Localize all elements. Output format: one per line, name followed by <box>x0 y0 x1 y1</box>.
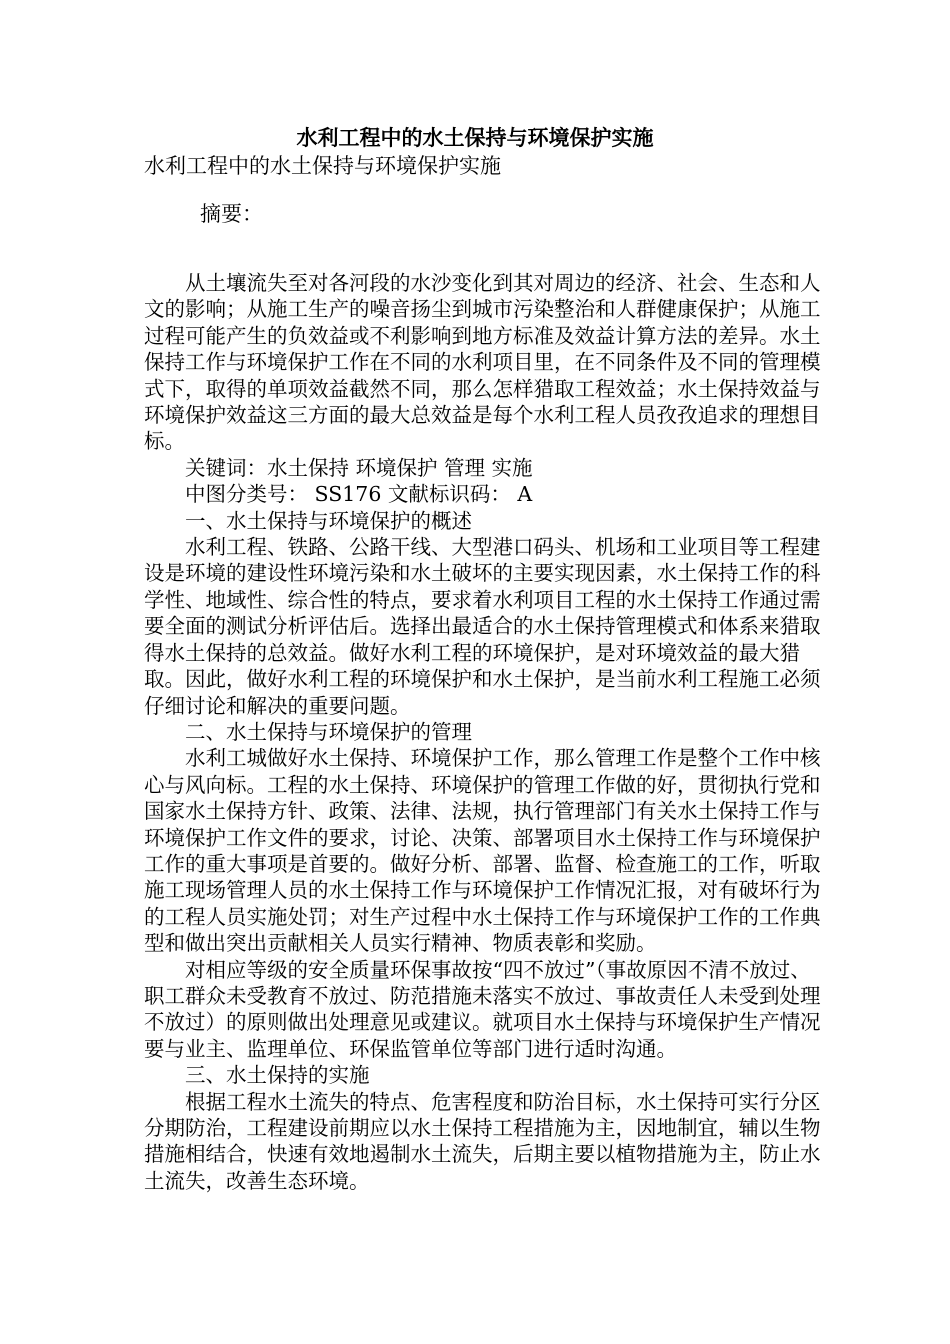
section-heading-1: 一、水土保持与环境保护的概述 <box>185 508 472 533</box>
section-2-paragraph-2: 对相应等级的安全质量环保事故按“四不放过”（事故原因不清不放过、职工群众未受教育不放过、防范措施未落实不放过、事故责任人未受到处理不放过）的原则做出处理意见或建议。就项目水土保持与环境保护生产情况要与业主、监理单位、环保监管单位等部门进行适时沟通。 <box>144 957 821 1061</box>
document-title: 水利工程中的水土保持与环境保护实施 <box>296 126 654 150</box>
keywords-line: 关键词：水土保持 环境保护 管理 实施 <box>185 455 533 480</box>
abstract-label: 摘要： <box>200 202 263 226</box>
section-heading-2: 二、水土保持与环境保护的管理 <box>185 719 472 744</box>
document-body <box>144 270 824 1194</box>
section-3-paragraph: 根据工程水土流失的特点、危害程度和防治目标，水土保持可实行分区分期防治，工程建设前期应以水土保持工程措施为主，因地制宜，辅以生物措施相结合，快速有效地遏制水土流失，后期主要以植物措施为主，防止水土流失，改善生态环境。 <box>144 1089 821 1193</box>
section-heading-3: 三、水土保持的实施 <box>185 1063 370 1088</box>
document-subtitle: 水利工程中的水土保持与环境保护实施 <box>144 154 501 178</box>
classification-line: 中图分类号： SS176 文献标识码： A <box>185 482 533 507</box>
section-2-paragraph-1: 水利工城做好水土保持、环境保护工作，那么管理工作是整个工作中核心与风向标。工程的水土保持、环境保护的管理工作做的好，贯彻执行党和国家水土保持方针、政策、法律、法规，执行管理部门有关水土保持工作与环境保护工作文件的要求，讨论、决策、部署项目水土保持工作与环境保护工作的重大事项是首要的。做好分析、部署、监督、检查施工的工作，听取施工现场管理人员的水土保持工作与环境保护工作情况汇报，对有破坏行为的工程人员实施处罚；对生产过程中水土保持工作与环境保护工作的工作典型和做出突出贡献相关人员实行精神、物质表彰和奖励。 <box>144 746 821 956</box>
section-1-paragraph: 水利工程、铁路、公路干线、大型港口码头、机场和工业项目等工程建设是环境的建设性环境污染和水土破坏的主要实现因素，水土保持工作的科学性、地域性、综合性的特点，要求着水利项目工程的水土保持工作通过需要全面的测试分析评估后。选择出最适合的水土保持管理模式和体系来猎取得水土保持的总效益。做好水利工程的环境保护，是对环境效益的最大猎取。因此，做好水利工程的环境保护和水土保护，是当前水利工程施工必须仔细讨论和解决的重要问题。 <box>144 535 821 718</box>
abstract-paragraph: 从土壤流失至对各河段的水沙变化到其对周边的经济、社会、生态和人文的影响；从施工生产的噪音扬尘到城市污染整治和人群健康保护；从施工过程可能产生的负效益或不利影响到地方标准及效益计算方法的差异。水土保持工作与环境保护工作在不同的水利项目里，在不同条件及不同的管理模式下，取得的单项效益截然不同，那么怎样猎取工程效益；水土保持效益与环境保护效益这三方面的最大总效益是每个水利工程人员孜孜追求的理想目标。 <box>144 271 821 454</box>
